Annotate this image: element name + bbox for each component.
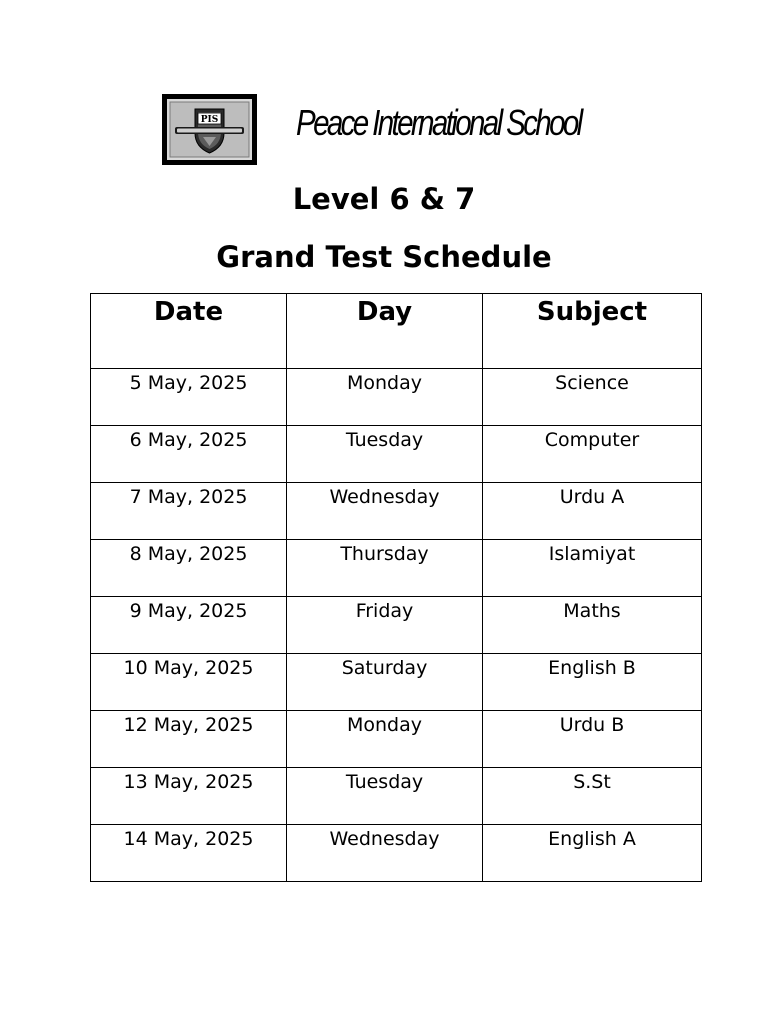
table-row [91,426,702,483]
shield-emblem-icon [167,99,252,160]
cell-day: Friday [287,597,483,654]
table-row [91,654,702,711]
cell-day: Monday [287,369,483,426]
cell-date: 9 May, 2025 [91,597,287,654]
table-row [91,711,702,768]
cell-date: 5 May, 2025 [91,369,287,426]
logo-letters: PIS [200,115,219,125]
cell-subject: Computer [483,426,702,483]
cell-day: Tuesday [287,426,483,483]
cell-date: 8 May, 2025 [91,540,287,597]
cell-date: 7 May, 2025 [91,483,287,540]
cell-subject: English A [483,825,702,882]
cell-subject: Urdu B [483,711,702,768]
cell-subject: S.St [483,768,702,825]
table-row [91,369,702,426]
cell-subject: English B [483,654,702,711]
cell-day: Thursday [287,540,483,597]
cell-subject: Science [483,369,702,426]
schedule-table [90,293,702,882]
cell-day: Saturday [287,654,483,711]
table-header-row [91,294,702,369]
school-name: Peace International School [296,102,581,143]
cell-subject: Urdu A [483,483,702,540]
cell-subject: Maths [483,597,702,654]
column-header-date: Date [91,294,287,369]
cell-date: 10 May, 2025 [91,654,287,711]
cell-subject: Islamiyat [483,540,702,597]
table-row [91,597,702,654]
column-header-day: Day [287,294,483,369]
school-logo [162,94,257,165]
cell-date: 6 May, 2025 [91,426,287,483]
page-title: Grand Test Schedule [216,240,552,274]
cell-day: Wednesday [287,483,483,540]
table-row [91,825,702,882]
cell-day: Tuesday [287,768,483,825]
cell-date: 12 May, 2025 [91,711,287,768]
table-row [91,483,702,540]
cell-date: 14 May, 2025 [91,825,287,882]
cell-date: 13 May, 2025 [91,768,287,825]
cell-day: Wednesday [287,825,483,882]
level-heading: Level 6 & 7 [292,182,476,216]
table-row [91,540,702,597]
cell-day: Monday [287,711,483,768]
column-header-subject: Subject [483,294,702,369]
table-row [91,768,702,825]
